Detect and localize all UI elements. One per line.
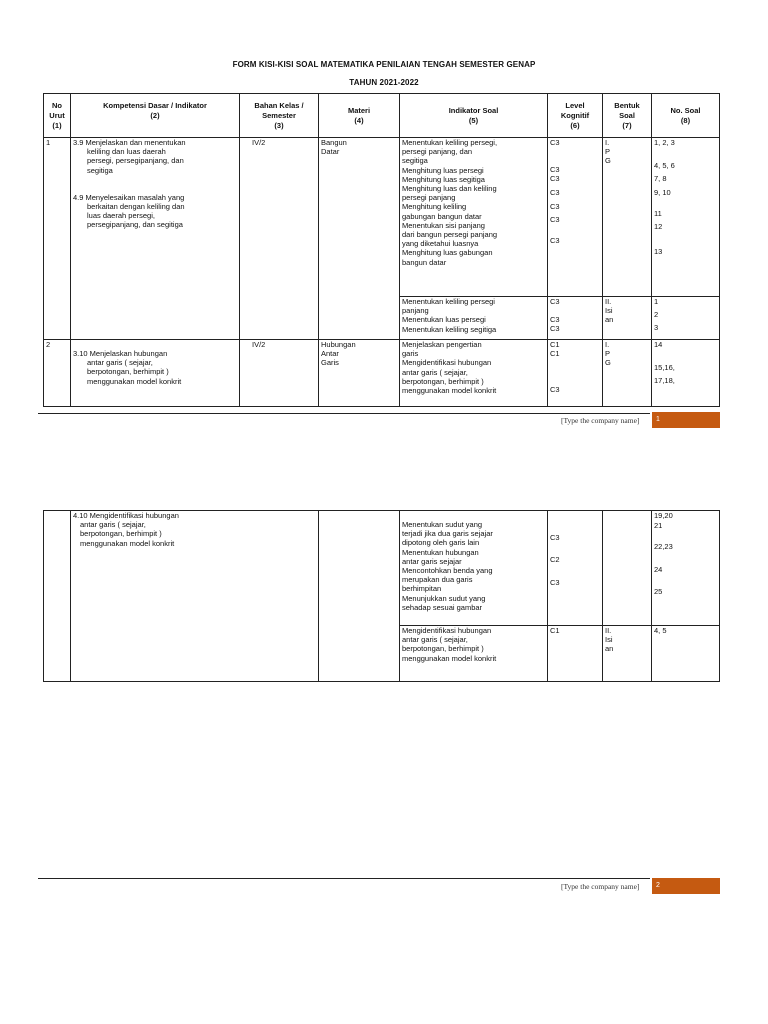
cell-nosoal: 4, 5: [652, 626, 720, 682]
header-bentuk: Bentuk Soal (7): [603, 94, 652, 138]
table-row: [44, 138, 720, 297]
cell-nosoal: 19,20 21 22,23 24 25: [652, 511, 720, 626]
cell-bahan: IV/2: [240, 138, 319, 340]
cell-no: 2: [44, 340, 71, 407]
form-title: FORM KISI-KISI SOAL MATEMATIKA PENILAIAN TENGAH SEMESTER GENAP: [232, 60, 536, 69]
footer-rule: [38, 878, 650, 879]
cell-level: C1: [548, 626, 603, 682]
cell-level: C1 C1 C3: [548, 340, 603, 407]
cell-kd: 3.10 Menjelaskan hubungan antar garis ( sejajar, berpotongan, berhimpit ) menggunakan model konkrit: [71, 340, 240, 407]
header-bahan: Bahan Kelas / Semester (3): [240, 94, 319, 138]
header-level: Level Kognitif (6): [548, 94, 603, 138]
cell-indikator: Mengidentifikasi hubungan antar garis ( sejajar, berpotongan, berhimpit ) menggunakan model konkrit: [400, 626, 548, 682]
page-number-badge: 2: [652, 878, 720, 894]
cell-no: [44, 511, 71, 682]
cell-level: C3 C3 C3: [548, 297, 603, 340]
table-header-row: [44, 94, 720, 138]
kisi-table-page-1: [43, 93, 720, 407]
header-materi: Materi (4): [319, 94, 400, 138]
cell-indikator: Menentukan keliling persegi panjang Menentukan luas persegi Menentukan keliling segitiga: [400, 297, 548, 340]
form-year: TAHUN 2021-2022: [349, 78, 419, 87]
header-kd: Kompetensi Dasar / Indikator (2): [71, 94, 240, 138]
company-name: [Type the company name]: [561, 416, 640, 425]
table-row: [44, 340, 720, 407]
cell-nosoal: 1 2 3: [652, 297, 720, 340]
cell-bentuk: I. P G: [603, 138, 652, 297]
cell-bentuk: [603, 511, 652, 626]
cell-level: C3 C2 C3: [548, 511, 603, 626]
cell-nosoal: 1, 2, 3 4, 5, 6 7, 8 9, 10 11 12 13: [652, 138, 720, 297]
cell-bentuk: I. P G: [603, 340, 652, 407]
cell-kd: 4.10 Mengidentifikasi hubungan antar garis ( sejajar, berpotongan, berhimpit ) menggunakan model konkrit: [71, 511, 319, 682]
cell-indikator: Menjelaskan pengertian garis Mengidentifikasi hubungan antar garis ( sejajar, berpotongan, berhimpit ) menggunakan model konkrit: [400, 340, 548, 407]
header-indikator: Indikator Soal (5): [400, 94, 548, 138]
header-nosoal: No. Soal (8): [652, 94, 720, 138]
cell-indikator: Menentukan sudut yang terjadi jika dua garis sejajar dipotong oleh garis lain Menentukan hubungan antar garis sejajar Mencontohkan benda yang merupakan dua garis berhimpitan Menunjukkan sudut yang sehadap sesuai gambar: [400, 511, 548, 626]
cell-materi: Hubungan Antar Garis: [319, 340, 400, 407]
cell-bentuk: II. Isi an: [603, 297, 652, 340]
cell-nosoal: 14 15,16, 17,18,: [652, 340, 720, 407]
table-row: [44, 511, 720, 626]
cell-materi: Bangun Datar: [319, 138, 400, 340]
cell-bentuk: II. Isi an: [603, 626, 652, 682]
header-no: No Urut (1): [44, 94, 71, 138]
company-name: [Type the company name]: [561, 882, 640, 891]
footer-rule: [38, 413, 650, 414]
cell-no: 1: [44, 138, 71, 340]
cell-bahan: IV/2: [240, 340, 319, 407]
page-number-badge: 1: [652, 412, 720, 428]
cell-kd: 3.9 Menjelaskan dan menentukan keliling dan luas daerah persegi, persegipanjang, dan segitiga 4.9 Menyelesaikan masalah yang berkaitan dengan keliling dan luas daerah persegi, persegipanjang, dan segitiga: [71, 138, 240, 340]
cell-materi: [319, 511, 400, 682]
cell-level: C3 C3 C3 C3 C3 C3 C3: [548, 138, 603, 297]
cell-indikator: Menentukan keliling persegi, persegi panjang, dan segitiga Menghitung luas persegi Menghitung luas segitiga Menghitung luas dan keliling persegi panjang Menghitung keliling gabungan bangun datar Menentukan sisi panjang dari bangun persegi panjang yang diketahui luasnya Menghitung luas gabungan bangun datar: [400, 138, 548, 297]
kisi-table-page-2: [43, 510, 720, 682]
